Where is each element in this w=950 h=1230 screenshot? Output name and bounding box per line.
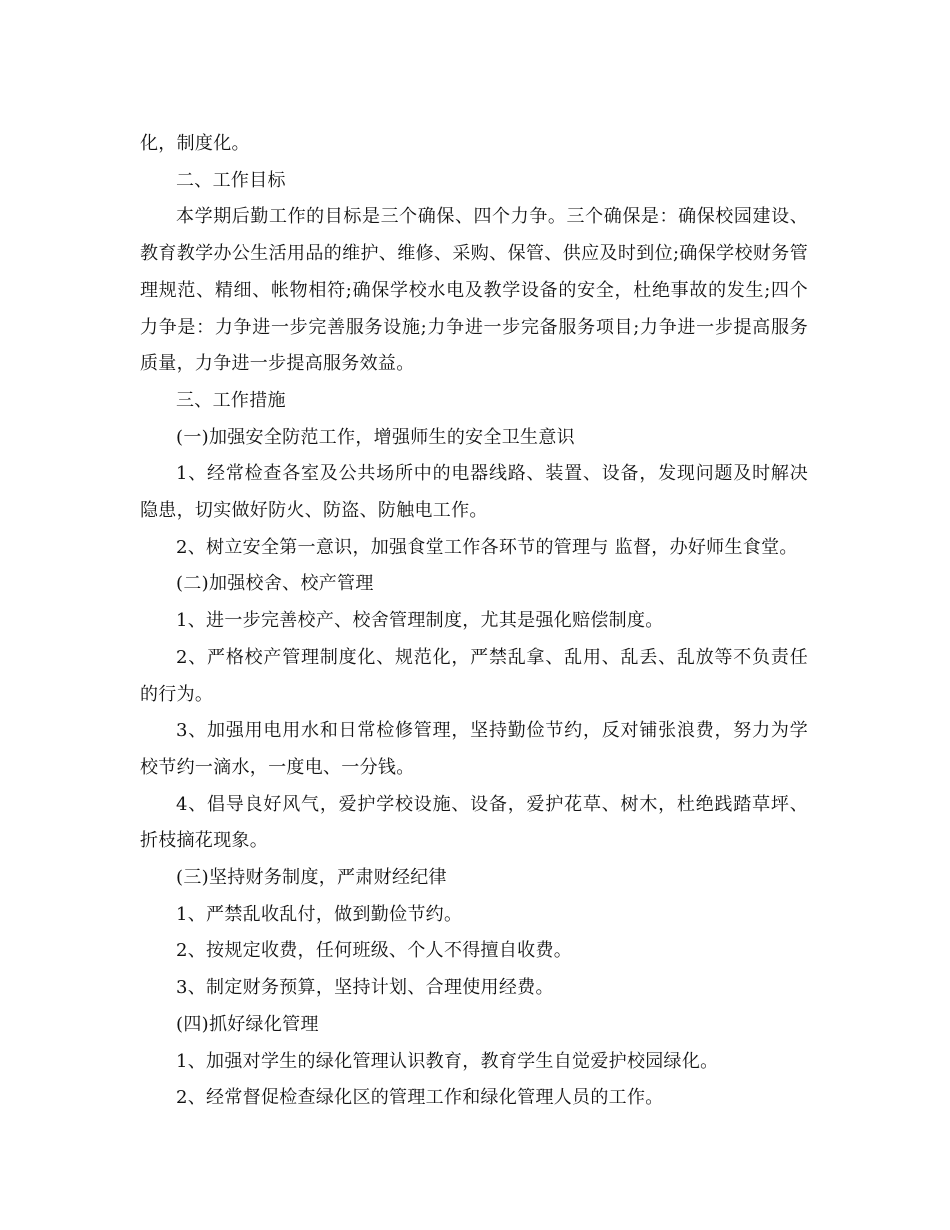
paragraph-continuation: 化，制度化。 [140,133,250,154]
section-heading-measures: 三、工作措施 [176,389,286,411]
subheading-greening: (四)抓好绿化管理 [176,1013,319,1035]
list-item: 2、严格校产管理制度化、规范化，严禁乱拿、乱用、乱丢、乱放等不负责任的行为。 [140,646,808,705]
list-item: 3、制定财务预算，坚持计划、合理使用经费。 [176,977,554,999]
list-item: 1、加强对学生的绿化管理认识教育，教育学生自觉爱护校园绿化。 [176,1050,719,1072]
document-body [140,126,808,1117]
list-item: 3、加强用电用水和日常检修管理，坚持勤俭节约，反对铺张浪费，努力为学校节约一滴水，一度电、一分钱。 [140,720,808,778]
list-item: 2、经常督促检查绿化区的管理工作和绿化管理人员的工作。 [176,1087,664,1109]
paragraph-goals: 本学期后勤工作的目标是三个确保、四个力争。三个确保是：确保校园建设、教育教学办公生活用品的维护、维修、采购、保管、供应及时到位;确保学校财务管理规范、精细、帐物相符;确保学校水电及教学设备的安全，杜绝事故的发生;四个力争是：力争进一步完善服务设施;力争进一步完备服务项目;力争进一步提高服务质量，力争进一步提高服务效益。 [140,206,808,375]
list-item: 1、进一步完善校产、校舍管理制度，尤其是强化赔偿制度。 [176,610,664,632]
list-item: 2、按规定收费，任何班级、个人不得擅自收费。 [176,940,573,962]
subheading-safety: (一)加强安全防范工作，增强师生的安全卫生意识 [176,426,575,448]
list-item: 2、树立安全第一意识，加强食堂工作各环节的管理与 监督，办好师生食堂。 [176,536,798,558]
subheading-finance: (三)坚持财务制度，严肃财经纪律 [176,867,447,889]
subheading-property: (二)加强校舍、校产管理 [176,573,374,595]
list-item: 4、倡导良好风气，爱护学校设施、设备，爱护花草、树木，杜绝践踏草坪、折枝摘花现象。 [140,793,808,852]
list-item: 1、经常检查各室及公共场所中的电器线路、装置、设备，发现问题及时解决隐患，切实做好防火、防盗、防触电工作。 [140,463,808,522]
list-item: 1、严禁乱收乱付，做到勤俭节约。 [176,903,463,925]
section-heading-goals: 二、工作目标 [176,169,286,191]
